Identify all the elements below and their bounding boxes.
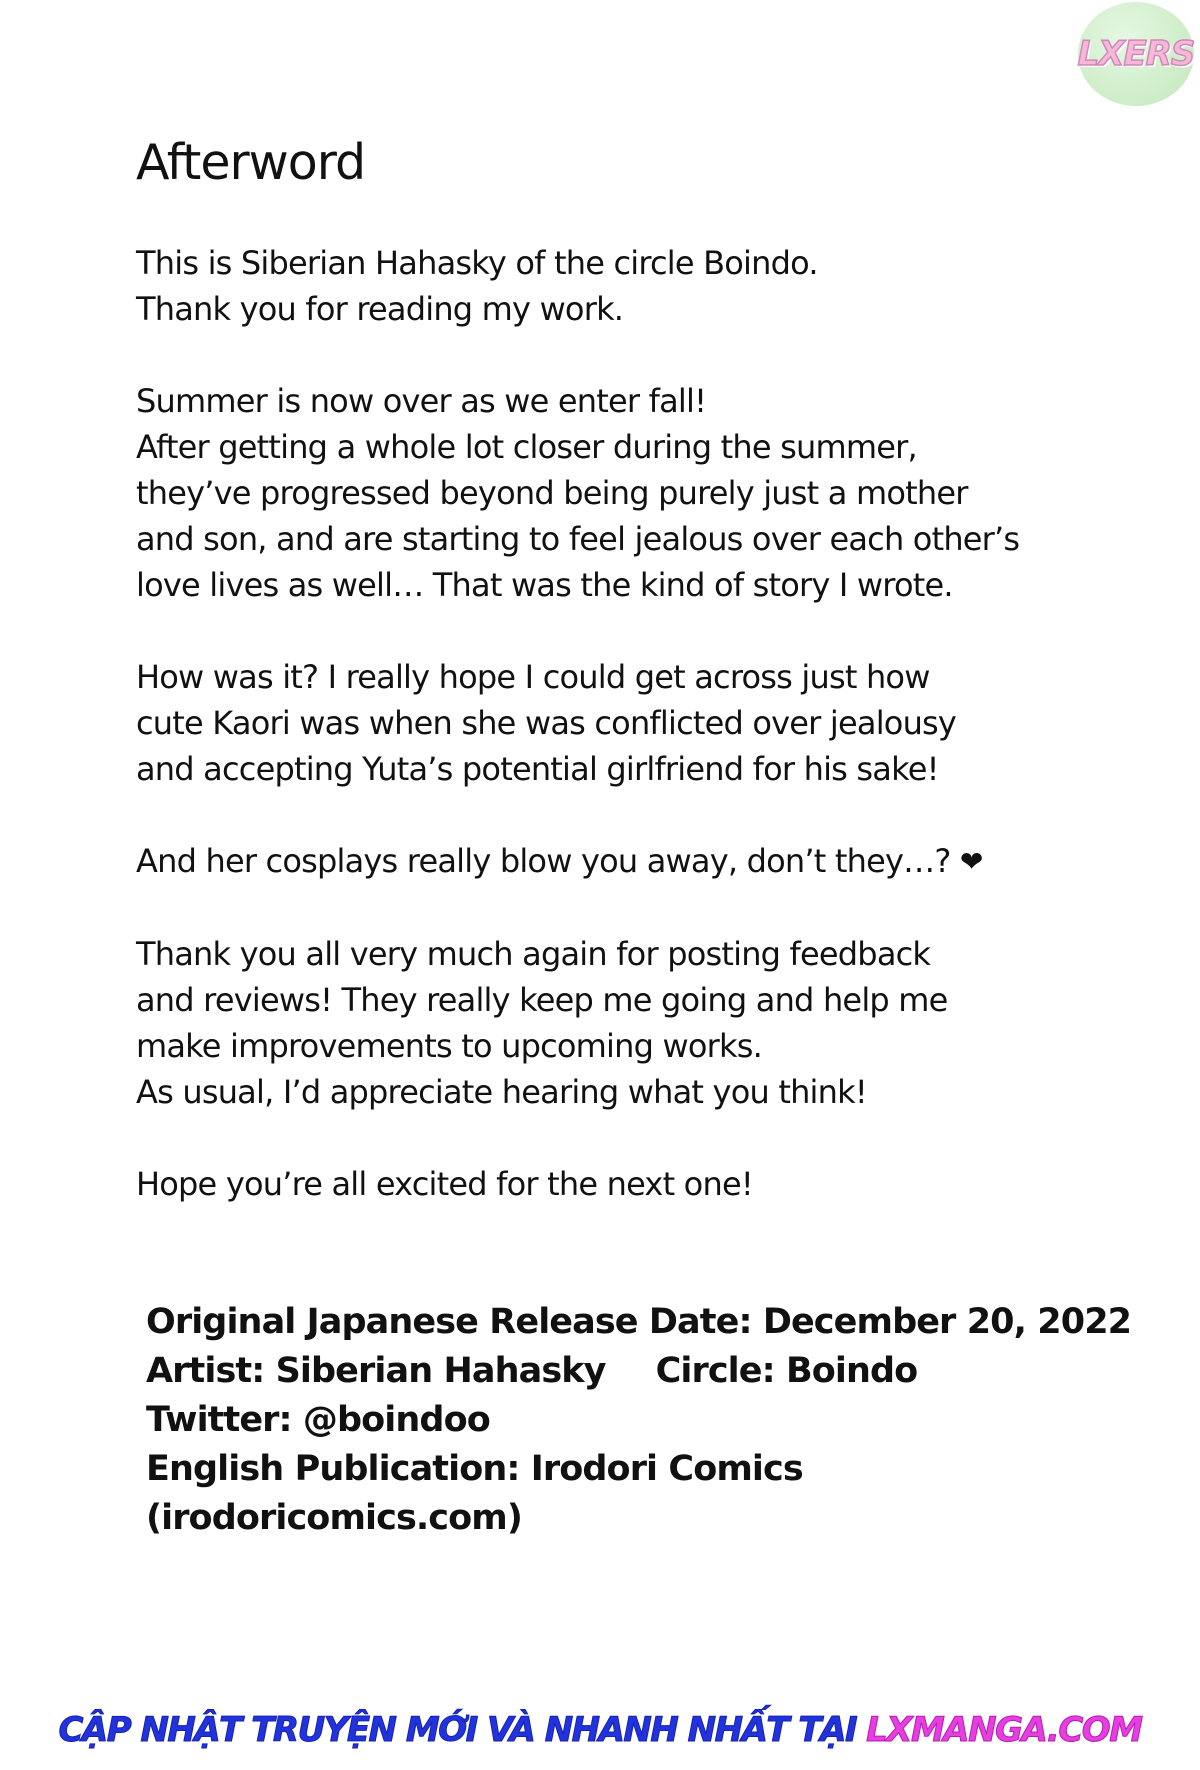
text-line: and son, and are starting to feel jealous over each other’s xyxy=(136,520,1020,558)
text-line: After getting a whole lot closer during the summer, xyxy=(136,428,917,466)
text-line: they’ve progressed beyond being purely just a mother xyxy=(136,474,968,512)
text-line: Hope you’re all excited for the next one! xyxy=(136,1165,753,1203)
english-publication: English Publication: Irodori Comics xyxy=(146,1449,803,1489)
artist-circle-line xyxy=(146,1347,1146,1396)
site-logo-badge xyxy=(1078,2,1194,106)
banner-site-link[interactable]: LXMANGA.COM xyxy=(866,1710,1142,1750)
text-line-content: And her cosplays really blow you away, don’t they…? xyxy=(136,842,951,880)
text-line: love lives as well… That was the kind of story I wrote. xyxy=(136,566,953,604)
heart-icon: ❤ xyxy=(959,845,983,878)
text-line: Thank you all very much again for posting feedback xyxy=(136,935,931,973)
text-line xyxy=(136,838,1136,885)
publication-url: (irodoricomics.com) xyxy=(146,1498,522,1538)
text-line: As usual, I’d appreciate hearing what you think! xyxy=(136,1073,867,1111)
page-title: Afterword xyxy=(136,134,366,191)
paragraph-intro xyxy=(136,240,1136,332)
text-line: cute Kaori was when she was conflicted over jealousy xyxy=(136,704,957,742)
site-banner xyxy=(0,1710,1200,1750)
paragraph-cosplay xyxy=(136,838,1136,885)
release-date: Original Japanese Release Date: December 20, 2022 xyxy=(146,1302,1132,1342)
artist-name: Artist: Siberian Hahasky xyxy=(146,1351,606,1391)
text-line: Summer is now over as we enter fall! xyxy=(136,382,707,420)
credits-block xyxy=(146,1298,1146,1543)
twitter-handle: Twitter: @boindoo xyxy=(146,1400,490,1440)
paragraph-story xyxy=(136,378,1136,608)
afterword-body xyxy=(136,240,1136,1253)
banner-text: CẬP NHẬT TRUYỆN MỚI VÀ NHANH NHẤT TẠI xyxy=(58,1710,857,1750)
text-line: and reviews! They really keep me going and help me xyxy=(136,981,948,1019)
paragraph-question xyxy=(136,654,1136,792)
text-line: This is Siberian Hahasky of the circle Boindo. xyxy=(136,244,818,282)
text-line: and accepting Yuta’s potential girlfriend for his sake! xyxy=(136,750,939,788)
text-line: make improvements to upcoming works. xyxy=(136,1027,762,1065)
circle-name: Circle: Boindo xyxy=(655,1351,918,1391)
paragraph-closing xyxy=(136,1161,1136,1207)
site-logo-text: LXERS xyxy=(1077,34,1195,74)
paragraph-thanks xyxy=(136,931,1136,1115)
text-line: Thank you for reading my work. xyxy=(136,290,624,328)
text-line: How was it? I really hope I could get across just how xyxy=(136,658,930,696)
